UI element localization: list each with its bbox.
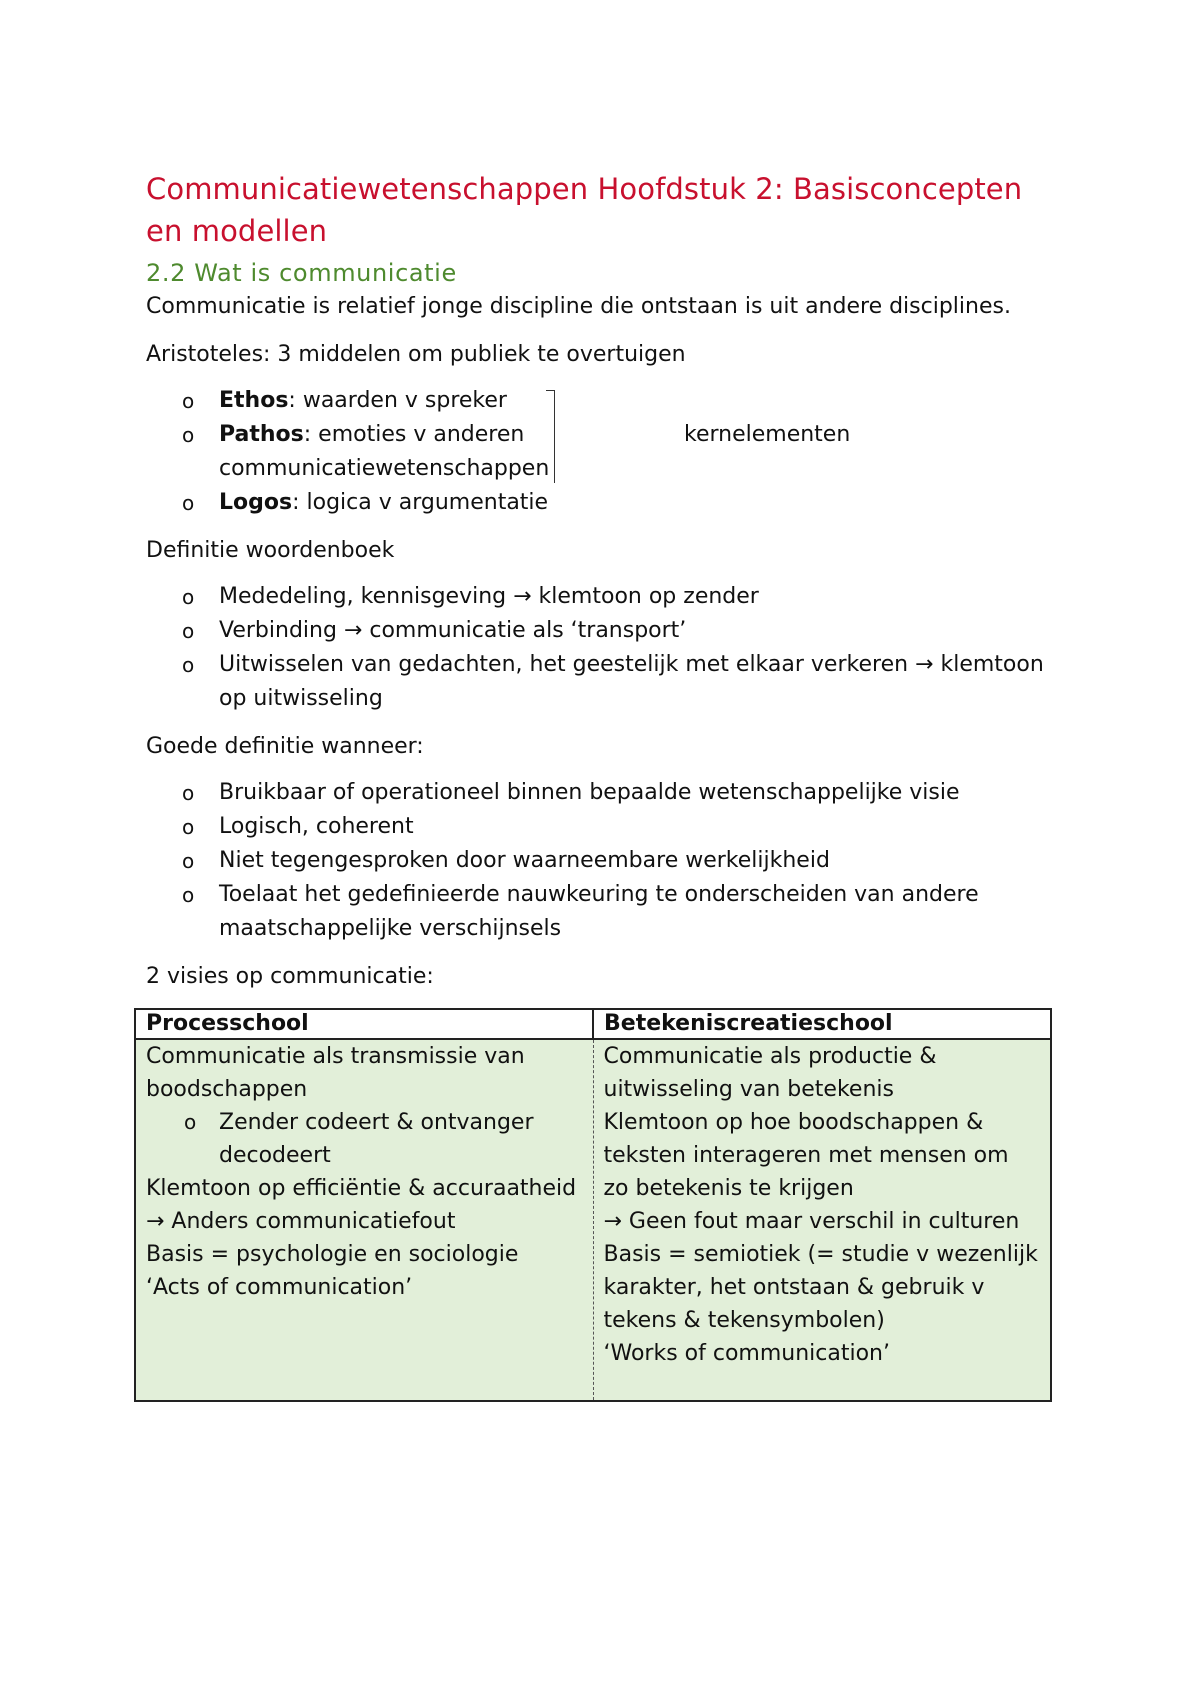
bracket-label: kernelementen [684,422,851,447]
table-row [135,1039,1051,1401]
bullet-icon: o [182,585,195,609]
header-betekeniscreatieschool: Betekeniscreatieschool [593,1009,1051,1039]
pathos-text: : emoties v anderen [303,422,525,447]
woordenboek-list [146,580,1066,716]
goede-definitie-list [146,776,1066,946]
intro-paragraph: Communicatie is relatief jonge discipline die ontstaan is uit andere disciplines. [146,294,1011,319]
visies-heading: 2 visies op communicatie: [146,964,434,989]
list-item-text: Mededeling, kennisgeving → klemtoon op zender [219,584,759,609]
cell-line: Basis = semiotiek (= studie v wezenlijk karakter, het ontstaan & gebruik v tekens & tekensymbolen) [603,1242,1038,1333]
bracket-shape [546,390,555,483]
list-item [146,844,1066,878]
ethos-text: : waarden v spreker [288,388,507,413]
term-pathos: Pathos [219,422,304,447]
list-item-text: Verbinding → communicatie als ‘transport’ [219,618,687,643]
cell-line: → Anders communicatiefout [146,1209,456,1234]
list-item [146,878,1066,946]
logos-text: : logica v argumentatie [292,490,549,515]
aristoteles-heading: Aristoteles: 3 middelen om publiek te overtuigen [146,342,686,367]
list-item [146,614,1066,648]
document-title: Communicatiewetenschappen Hoofdstuk 2: Basisconcepten en modellen [146,172,1023,248]
bullet-icon: o [182,619,195,643]
cell-line: → Geen fout maar verschil in culturen [603,1209,1020,1234]
cell-betekeniscreatieschool [593,1039,1051,1401]
woordenboek-heading: Definitie woordenboek [146,538,395,563]
cell-line: ‘Acts of communication’ [146,1275,413,1300]
goede-definitie-heading: Goede definitie wanneer: [146,734,424,759]
list-item-ethos [146,384,1066,418]
cell-line: ‘Works of communication’ [603,1341,890,1366]
cell-line: Communicatie als transmissie van boodschappen [146,1044,525,1102]
bullet-icon: o [182,653,195,677]
term-logos: Logos [219,490,293,515]
bullet-icon: o [182,883,195,907]
list-item-text: Niet tegengesproken door waarneembare werkelijkheid [219,848,830,873]
document-page [146,168,1066,1402]
list-item [146,776,1066,810]
bullet-icon: o [182,781,195,805]
bracket-label-continued: communicatiewetenschappen [219,456,550,481]
comparison-table [134,1008,1052,1402]
list-item-text: Toelaat het gedefinieerde nauwkeuring te onderscheiden van andere maatschappelijke verschijnsels [219,882,979,941]
list-item [146,810,1066,844]
cell-line: Basis = psychologie en sociologie [146,1242,519,1267]
cell-line: Klemtoon op efficiëntie & accuraatheid [146,1176,577,1201]
cell-line: Klemtoon op hoe boodschappen & teksten interageren met mensen om zo betekenis te krijgen [603,1110,1009,1201]
bullet-icon: o [182,389,195,413]
section-heading: 2.2 Wat is communicatie [146,259,457,287]
bullet-icon: o [184,1110,197,1134]
bullet-icon: o [182,423,195,447]
list-item-logos [146,486,1066,520]
cell-line: Communicatie als productie & uitwisseling van betekenis [603,1044,937,1102]
list-item [146,580,1066,614]
cell-sub-item [146,1106,583,1172]
list-item [146,648,1066,716]
cell-sub-text: Zender codeert & ontvanger decodeert [219,1110,534,1168]
term-ethos: Ethos [219,388,289,413]
list-item-text: Uitwisselen van gedachten, het geestelijk met elkaar verkeren → klemtoon op uitwisseling [219,652,1044,711]
table-header-row [135,1009,1051,1039]
bullet-icon: o [182,849,195,873]
bullet-icon: o [182,491,195,515]
aristoteles-list [146,384,1066,520]
header-processchool: Processchool [135,1009,593,1039]
list-item-text: Logisch, coherent [219,814,414,839]
cell-processchool [135,1039,593,1401]
bullet-icon: o [182,815,195,839]
list-item-pathos [146,418,1066,486]
list-item-text: Bruikbaar of operationeel binnen bepaalde wetenschappelijke visie [219,780,960,805]
